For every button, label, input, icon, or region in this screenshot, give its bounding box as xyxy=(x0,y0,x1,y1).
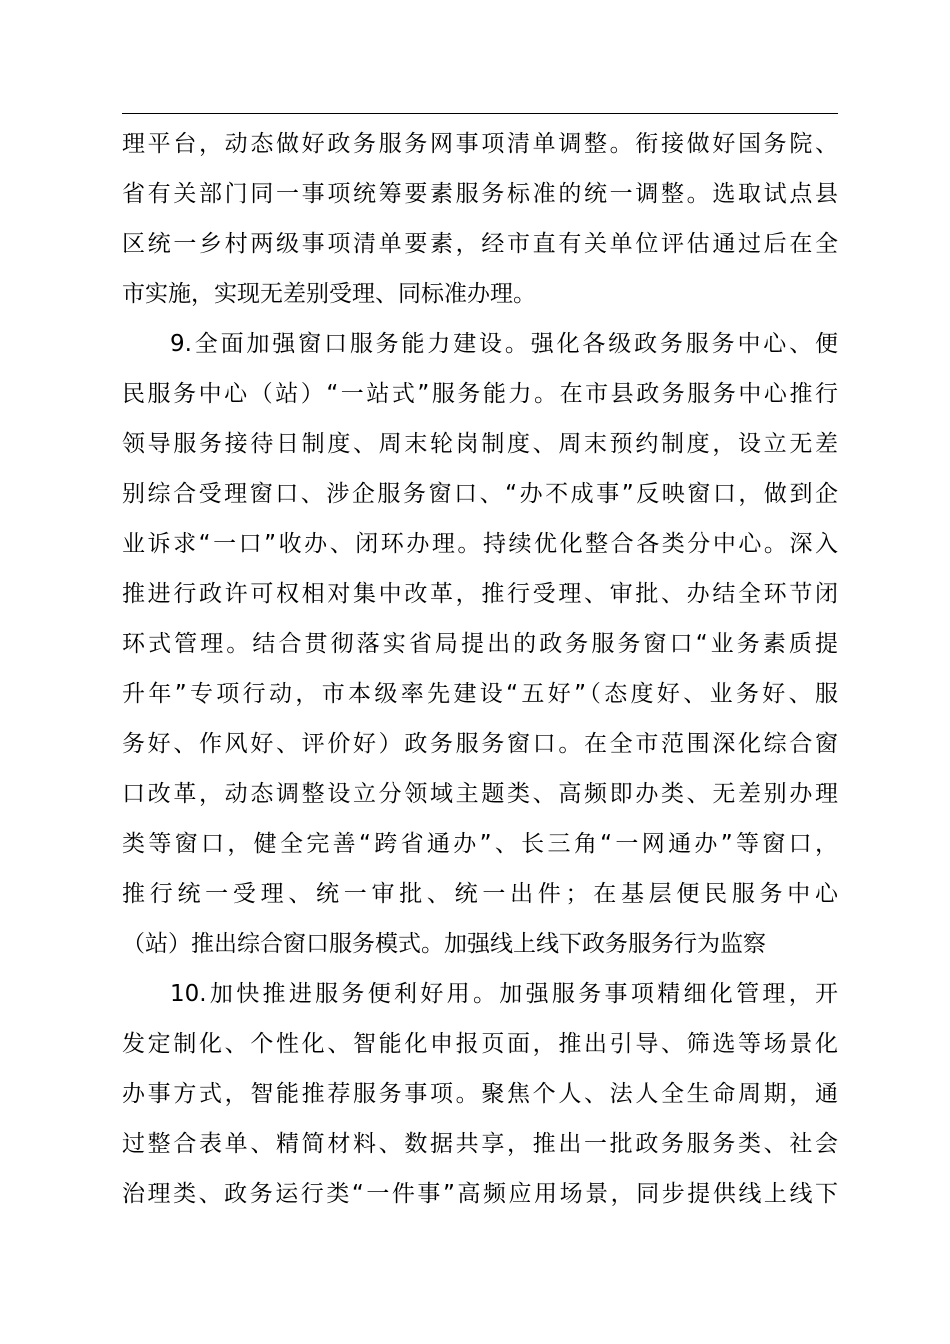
text-line: 市实施，实现无差别受理、同标准办理。 xyxy=(122,281,536,307)
paragraph-10-first-line: 10.加快推进服务便利好用。加强服务事项精细化管理，开 xyxy=(170,981,838,1007)
header-rule xyxy=(122,113,838,114)
text-line: 类等窗口，健全完善“跨省通办”、长三角“一网通办”等窗口， xyxy=(122,831,838,857)
text-line: 环式管理。结合贯彻落实省局提出的政务服务窗口“业务素质提 xyxy=(122,631,838,657)
text-line: 过整合表单、精简材料、数据共享，推出一批政务服务类、社会 xyxy=(122,1131,838,1157)
text-line: 省有关部门同一事项统筹要素服务标准的统一调整。选取试点县 xyxy=(122,181,838,207)
text-line: 办事方式，智能推荐服务事项。聚焦个人、法人全生命周期，通 xyxy=(122,1081,838,1107)
body-text xyxy=(122,119,838,1219)
text-line: 口改革，动态调整设立分领域主题类、高频即办类、无差别办理 xyxy=(122,781,838,807)
text-line: 升年”专项行动，市本级率先建设“五好”（态度好、业务好、服 xyxy=(122,681,838,707)
text-line: 别综合受理窗口、涉企服务窗口、“办不成事”反映窗口，做到企 xyxy=(122,481,838,507)
text-line: 推进行政许可权相对集中改革，推行受理、审批、办结全环节闭 xyxy=(122,581,838,607)
text-line: 理平台，动态做好政务服务网事项清单调整。衔接做好国务院、 xyxy=(122,131,838,157)
text-line: 发定制化、个性化、智能化申报页面，推出引导、筛选等场景化 xyxy=(122,1031,838,1057)
text-line: 民服务中心（站）“一站式”服务能力。在市县政务服务中心推行 xyxy=(122,381,838,407)
text-line: 务好、作风好、评价好）政务服务窗口。在全市范围深化综合窗 xyxy=(122,731,838,757)
text-line: 推行统一受理、统一审批、统一出件；在基层便民服务中心 xyxy=(122,881,838,907)
text-line: 业诉求“一口”收办、闭环办理。持续优化整合各类分中心。深入 xyxy=(122,531,838,557)
text-line: 治理类、政务运行类“一件事”高频应用场景，同步提供线上线下 xyxy=(122,1181,838,1207)
text-line: （站）推出综合窗口服务模式。加强线上线下政务服务行为监察 xyxy=(122,931,766,957)
text-line: 领导服务接待日制度、周末轮岗制度、周末预约制度，设立无差 xyxy=(122,431,838,457)
text-line: 区统一乡村两级事项清单要素，经市直有关单位评估通过后在全 xyxy=(122,231,838,257)
paragraph-9-first-line: 9.全面加强窗口服务能力建设。强化各级政务服务中心、便 xyxy=(170,331,838,357)
